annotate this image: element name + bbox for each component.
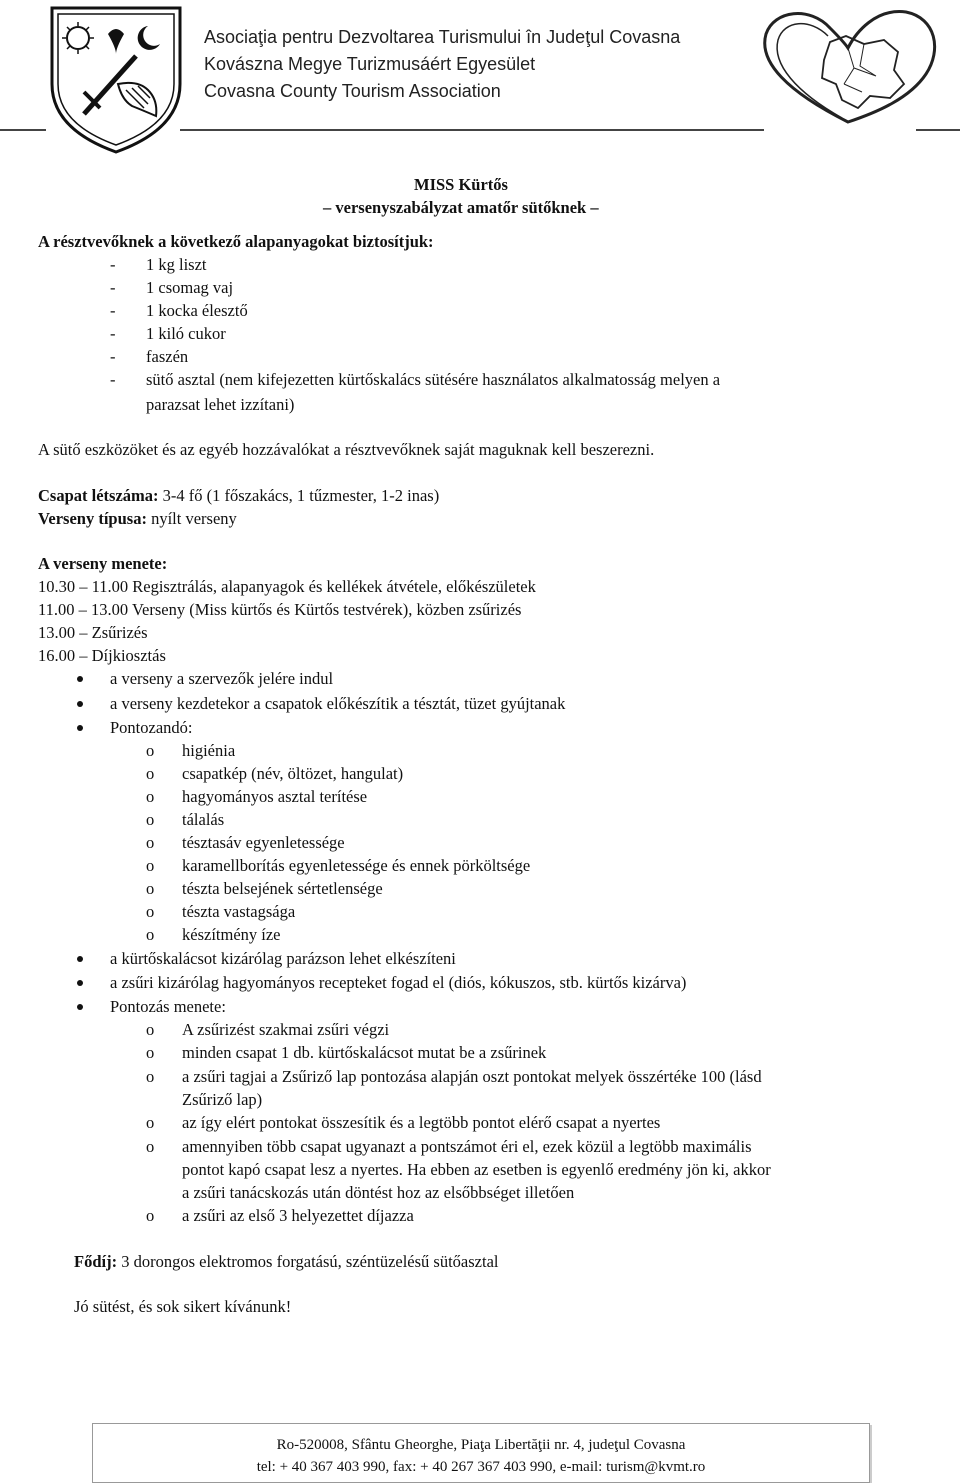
schedule-row: 10.30 – 11.00 Regisztrálás, alapanyagok és kellékek átvétele, előkészületek bbox=[38, 577, 536, 596]
scored-criterion: tészta vastagsága bbox=[182, 902, 296, 921]
list-dash: - bbox=[110, 370, 116, 389]
sub-list-marker: o bbox=[146, 764, 155, 783]
scoring-step-continuation: pontot kapó csapat lesz a nyertes. Ha ebben az esetben is egyenlő eredmény jön ki, akkor bbox=[182, 1160, 771, 1179]
scoring-step: A zsűrizést szakmai zsűri végzi bbox=[182, 1020, 390, 1039]
ingredients-heading: A résztvevőknek a következő alapanyagokat biztosítjuk: bbox=[38, 232, 434, 251]
team-size-value: 3-4 fő (1 főszakács, 1 tűzmester, 1-2 inas) bbox=[158, 486, 440, 505]
ingredient-item: 1 kiló cukor bbox=[146, 324, 226, 343]
sub-list-marker: o bbox=[146, 1206, 155, 1225]
ingredient-item: faszén bbox=[146, 347, 189, 366]
team-size bbox=[38, 485, 439, 507]
footer-address: Ro-520008, Sfântu Gheorghe, Piaţa Libertăţii nr. 4, judeţul Covasna bbox=[276, 1437, 686, 1453]
org-name-ro: Asociaţia pentru Dezvoltarea Turismului în Judeţul Covasna bbox=[204, 27, 681, 47]
scoring-step: amennyiben több csapat ugyanazt a pontszámot éri el, ezek közül a legtöbb maximális bbox=[182, 1137, 752, 1156]
main-prize bbox=[74, 1251, 499, 1273]
scoring-step: minden csapat 1 db. kürtőskalácsot mutat be a zsűrinek bbox=[182, 1043, 547, 1062]
scoring-step: a zsűri az első 3 helyezettet díjazza bbox=[182, 1206, 414, 1225]
list-dash: - bbox=[110, 324, 116, 343]
bullet-marker bbox=[77, 701, 83, 707]
rule-item: a verseny a szervezők jelére indul bbox=[110, 669, 334, 688]
ingredient-item: 1 kocka élesztő bbox=[146, 301, 248, 320]
scored-criterion: tésztasáv egyenletessége bbox=[182, 833, 345, 852]
main-prize-value: 3 dorongos elektromos forgatású, széntüzelésű sütőasztal bbox=[117, 1252, 499, 1271]
ingredient-item: 1 kg liszt bbox=[146, 255, 207, 274]
header-rule-right bbox=[916, 129, 960, 131]
schedule-row: 11.00 – 13.00 Verseny (Miss kürtős és Kürtős testvérek), közben zsűrizés bbox=[38, 600, 522, 619]
ingredient-item: 1 csomag vaj bbox=[146, 278, 234, 297]
tools-note: A sütő eszközöket és az egyéb hozzávalókat a résztvevőknek saját maguknak kell beszerezni. bbox=[38, 440, 655, 459]
scoring-step-continuation: a zsűri tanácskozás után döntést hoz az elsőbbséget illetően bbox=[182, 1183, 575, 1202]
county-map-heart-logo bbox=[748, 2, 948, 130]
footer-contact: tel: + 40 367 403 990, fax: + 40 267 367 403 990, e-mail: turism@kvmt.ro bbox=[256, 1459, 706, 1475]
rule-item: a kürtőskalácsot kizárólag parázson lehet elkészíteni bbox=[110, 949, 456, 968]
closing-text: Jó sütést, és sok sikert kívánunk! bbox=[74, 1297, 292, 1316]
rule-item: Pontozandó: bbox=[110, 718, 193, 737]
sub-list-marker: o bbox=[146, 1067, 155, 1086]
scored-criterion: csapatkép (név, öltözet, hangulat) bbox=[182, 764, 404, 783]
bullet-marker bbox=[77, 725, 83, 731]
team-size-label: Csapat létszáma: bbox=[38, 486, 159, 505]
sub-list-marker: o bbox=[146, 1137, 155, 1156]
competition-type bbox=[38, 508, 237, 530]
header-rule-left bbox=[0, 129, 46, 131]
org-name-hu: Kovászna Megye Turizmusáért Egyesület bbox=[204, 54, 536, 74]
rule-item: Pontozás menete: bbox=[110, 997, 226, 1016]
scored-criterion: készítmény íze bbox=[182, 925, 281, 944]
sub-list-marker: o bbox=[146, 741, 155, 760]
scored-criterion: karamellborítás egyenletessége és ennek pörköltsége bbox=[182, 856, 531, 875]
scoring-step: az így elért pontokat összesítik és a legtöbb pontot elérő csapat a nyertes bbox=[182, 1113, 661, 1132]
doc-subtitle: – versenyszabályzat amatőr sütőknek – bbox=[323, 198, 599, 217]
ingredient-item: sütő asztal (nem kifejezetten kürtőskalács sütésére használatos alkalmatosság melyen a bbox=[146, 370, 721, 389]
sub-list-marker: o bbox=[146, 902, 155, 921]
bullet-marker bbox=[77, 980, 83, 986]
sub-list-marker: o bbox=[146, 810, 155, 829]
list-dash: - bbox=[110, 347, 116, 366]
scored-criterion: tészta belsejének sértetlensége bbox=[182, 879, 383, 898]
sub-list-marker: o bbox=[146, 879, 155, 898]
list-dash: - bbox=[110, 278, 116, 297]
sub-list-marker: o bbox=[146, 1113, 155, 1132]
scored-criterion: hagyományos asztal terítése bbox=[182, 787, 368, 806]
footer-contact-box bbox=[92, 1423, 870, 1483]
scoring-step: a zsűri tagjai a Zsűriző lap pontozása alapján oszt pontokat melyek összértéke 100 (lásd bbox=[182, 1067, 762, 1086]
schedule-heading: A verseny menete: bbox=[38, 554, 168, 573]
header-rule-middle bbox=[180, 129, 764, 131]
bullet-marker bbox=[77, 676, 83, 682]
competition-type-label: Verseny típusa: bbox=[38, 509, 147, 528]
competition-type-value: nyílt verseny bbox=[146, 509, 237, 528]
doc-title: MISS Kürtős bbox=[414, 175, 508, 194]
sub-list-marker: o bbox=[146, 1043, 155, 1062]
org-name-en: Covasna County Tourism Association bbox=[204, 81, 501, 101]
sub-list-marker: o bbox=[146, 925, 155, 944]
schedule-row: 13.00 – Zsűrizés bbox=[38, 623, 148, 642]
coat-of-arms-logo bbox=[48, 4, 184, 154]
bullet-marker bbox=[77, 956, 83, 962]
scored-criterion: higiénia bbox=[182, 741, 236, 760]
rule-item: a zsűri kizárólag hagyományos recepteket fogad el (diós, kókuszos, stb. kürtős kizárva) bbox=[110, 973, 687, 992]
sub-list-marker: o bbox=[146, 833, 155, 852]
bullet-marker bbox=[77, 1004, 83, 1010]
sub-list-marker: o bbox=[146, 787, 155, 806]
list-dash: - bbox=[110, 255, 116, 274]
main-prize-label: Fődíj: bbox=[74, 1252, 118, 1271]
scoring-step-continuation: Zsűriző lap) bbox=[182, 1090, 263, 1109]
schedule-row: 16.00 – Díjkiosztás bbox=[38, 646, 166, 665]
sub-list-marker: o bbox=[146, 1020, 155, 1039]
rule-item: a verseny kezdetekor a csapatok előkészítik a tésztát, tüzet gyújtanak bbox=[110, 694, 566, 713]
sub-list-marker: o bbox=[146, 856, 155, 875]
organization-name bbox=[204, 24, 680, 105]
list-dash: - bbox=[110, 301, 116, 320]
ingredient-item-continuation: parazsat lehet izzítani) bbox=[146, 395, 295, 414]
scored-criterion: tálalás bbox=[182, 810, 225, 829]
